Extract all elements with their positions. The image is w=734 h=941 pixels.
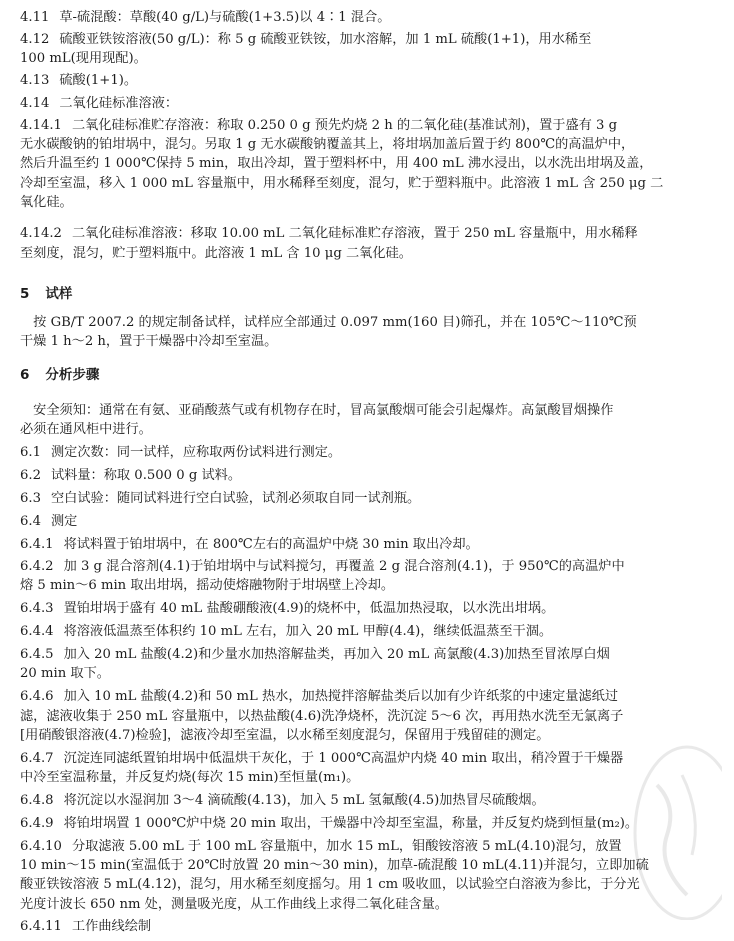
clause-number: 6.4.5 [20,647,54,662]
line-text: 安全须知：通常在有氨、亚硝酸蒸气或有机物存在时，冒高氯酸烟可能会引起爆炸。高氯酸冒烟操作 [20,403,614,418]
text-line [20,917,720,936]
text-line [20,814,720,833]
line-text: 二氧化硅标准溶液：移取 10.00 mL 二氧化硅标准贮存溶液，置于 250 mL 容量瓶中，用水稀释 [71,226,638,241]
clause-number: 6 [20,367,30,383]
line-text: 硫酸亚铁铵溶液(50 g/L)：称 5 g 硫酸亚铁铵，加水溶解，加 1 mL 硫酸(1+1)，用水稀至 [59,32,592,47]
clause-number: 4.14 [20,96,50,111]
clause-number: 4.12 [20,32,50,47]
line-text: 然后升温至约 1 000℃保持 5 min，取出冷却，置于塑料杯中，用 400 mL 沸水浸出，以水洗出坩埚及盖， [20,156,653,171]
text-line [20,332,720,351]
clause-number: 6.4 [20,514,41,529]
line-text: 中冷至室温称量，并反复灼烧(每次 15 min)至恒量(m₁)。 [20,770,360,785]
clause-number: 4.14.2 [20,226,62,241]
text-line [20,768,720,787]
clause-number: 6.3 [20,491,41,506]
clause-number: 4.14.1 [20,118,62,133]
text-line [20,466,720,485]
line-text: 加入 20 mL 盐酸(4.2)和少量水加热溶解盐类，再加入 20 mL 高氯酸(4.3)加热至冒浓厚白烟 [63,647,610,662]
line-text: 将溶液低温蒸至体积约 10 mL 左右，加入 20 mL 甲醇(4.4)，继续低温蒸至干涸。 [63,624,553,639]
line-text: 空白试验：随同试料进行空白试验，试剂必须取自同一试剂瓶。 [50,491,421,506]
clause-number: 6.4.10 [20,839,62,854]
line-text: 至刻度，混匀，贮于塑料瓶中。此溶液 1 mL 含 10 μg 二氧化硅。 [20,246,412,261]
line-text: 按 GB/T 2007.2 的规定制备试样，试样应全部通过 0.097 mm(160 目)筛孔，并在 105℃～110℃预 [20,315,637,330]
text-line [20,49,720,68]
line-text: 分析步骤 [45,367,100,383]
clause-number: 4.11 [20,10,50,25]
text-line [20,224,720,243]
text-line [20,749,720,768]
text-line [20,135,720,154]
text-line [20,420,720,439]
clause-number: 6.4.2 [20,559,54,574]
text-line [20,30,720,49]
line-text: 将沉淀以水湿润加 3～4 滴硫酸(4.13)，加入 5 mL 氢氟酸(4.5)加热冒尽硫酸烟。 [63,793,545,808]
text-line [20,443,720,462]
text-line [20,707,720,726]
clause-number: 6.4.3 [20,601,54,616]
line-text: 加入 10 mL 盐酸(4.2)和 50 mL 热水，加热搅拌溶解盐类后以加有少许纸浆的中速定量滤纸过 [63,689,619,704]
line-text: 试料量：称取 0.500 0 g 试料。 [50,468,242,483]
section-heading [20,285,720,304]
clause-number: 4.13 [20,73,50,88]
clause-number: 6.1 [20,445,41,460]
line-text: 加 3 g 混合溶剂(4.1)于铂坩埚中与试料搅匀，再覆盖 2 g 混合溶剂(4.1)，于 950℃的高温炉中 [63,559,625,574]
line-text: 无水碳酸钠的铂坩埚中，混匀。另取 1 g 无水碳酸钠覆盖其上，将坩埚加盖后置于约 800℃的高温炉中， [20,137,635,152]
text-line [20,94,720,113]
text-line [20,856,720,875]
line-text: 测定次数：同一试样，应称取两份试料进行测定。 [50,445,342,460]
text-line [20,687,720,706]
text-line [20,401,720,420]
line-text: 熔 5 min～6 min 取出坩埚，摇动使熔融物附于坩埚壁上冷却。 [20,578,395,593]
line-text: 草-硫混酸：草酸(40 g/L)与硫酸(1+3.5)以 4∶1 混合。 [59,10,391,25]
clause-number: 6.4.9 [20,816,54,831]
text-line [20,116,720,135]
clause-number: 6.4.7 [20,751,54,766]
section-heading [20,366,720,385]
text-line [20,557,720,576]
line-text: 酸亚铁铵溶液 5 mL(4.12)，混匀，用水稀至刻度摇匀。用 1 cm 吸收皿，以试验空白溶液为参比，于分光 [20,877,640,892]
text-line [20,726,720,745]
line-text: 冷却至室温，移入 1 000 mL 容量瓶中，用水稀释至刻度，混匀，贮于塑料瓶中。此溶液 1 mL 含 250 μg 二 [20,176,664,191]
text-line [20,489,720,508]
line-text: 必须在通风柜中进行。 [20,422,152,437]
line-text: 100 mL(现用现配)。 [20,51,147,66]
clause-number: 6.4.4 [20,624,54,639]
line-text: 20 min 取下。 [20,666,110,681]
line-text: 干燥 1 h～2 h，置于干燥器中冷却至室温。 [20,334,278,349]
text-line [20,193,720,212]
line-text: 二氧化硅标准溶液： [59,96,179,111]
clause-number: 6.4.6 [20,689,54,704]
text-line [20,599,720,618]
line-text: 10 min～15 min(室温低于 20℃时放置 20 min～30 min)，加草-硫混酸 10 mL(4.11)并混匀，立即加硫 [20,858,649,873]
text-line [20,895,720,914]
clause-number: 6.4.8 [20,793,54,808]
text-line [20,664,720,683]
text-line [20,576,720,595]
text-line [20,244,720,263]
clause-number: 5 [20,286,30,302]
text-line [20,71,720,90]
text-line [20,837,720,856]
text-line [20,8,720,27]
text-line [20,154,720,173]
text-line [20,875,720,894]
text-line [20,622,720,641]
text-line [20,313,720,332]
line-text: 分取滤液 5.00 mL 于 100 mL 容量瓶中，加水 15 mL，钼酸铵溶液 5 mL(4.10)混匀，放置 [71,839,622,854]
line-text: 将铂坩埚置 1 000℃炉中烧 20 min 取出，干燥器中冷却至室温，称量，并反复灼烧到恒量(m₂)。 [63,816,639,831]
clause-number: 6.4.11 [20,919,62,934]
line-text: 置铂坩埚于盛有 40 mL 盐酸硼酸液(4.9)的烧杯中，低温加热浸取，以水洗出坩埚。 [63,601,555,616]
text-line [20,645,720,664]
line-text: 硫酸(1+1)。 [59,73,138,88]
clause-number: 6.2 [20,468,41,483]
line-text: 氧化硅。 [20,195,73,210]
line-text: 光度计波长 650 nm 处，测量吸光度，从工作曲线上求得二氧化硅含量。 [20,897,448,912]
line-text: 滤，滤液收集于 250 mL 容量瓶中，以热盐酸(4.6)洗净烧杯，洗沉淀 5～6 次，再用热水洗至无氯离子 [20,709,624,724]
clause-number: 6.4.1 [20,537,54,552]
text-line [20,791,720,810]
line-text: 工作曲线绘制 [71,919,152,934]
text-line [20,174,720,193]
line-text: 二氧化硅标准贮存溶液：称取 0.250 0 g 预先灼烧 2 h 的二氧化硅(基准试剂)，置于盛有 3 g [71,118,618,133]
line-text: 沉淀连同滤纸置铂坩埚中低温烘干灰化，于 1 000℃高温炉内烧 40 min 取出，稍冷置于干燥器 [63,751,624,766]
line-text: 测定 [50,514,78,529]
line-text: [用硝酸银溶液(4.7)检验]，滤液冷却至室温，以水稀至刻度混匀，保留用于残留硅的测定。 [20,728,550,743]
text-line [20,512,720,531]
line-text: 试样 [45,286,73,302]
text-line [20,535,720,554]
line-text: 将试料置于铂坩埚中，在 800℃左右的高温炉中烧 30 min 取出冷却。 [63,537,479,552]
